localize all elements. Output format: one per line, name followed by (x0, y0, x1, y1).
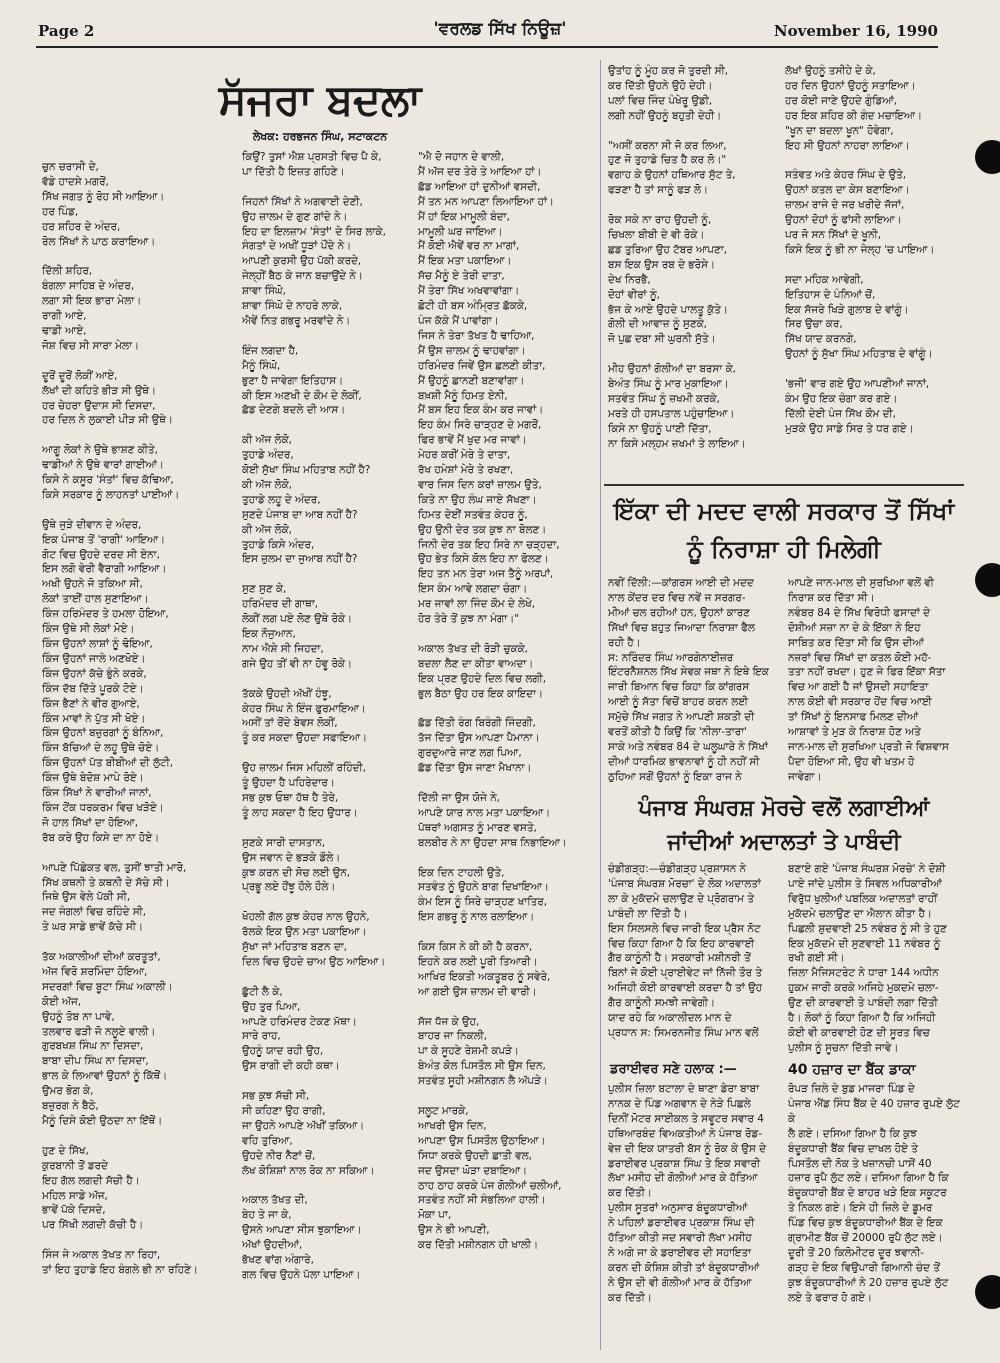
section-rule (604, 484, 964, 486)
article1-column-left: ਨਵੀਂ ਦਿੱਲੀ:—ਕਾਂਗਰਸ ਆਈ ਦੀ ਮਦਦ ਨਾਲ ਕੇਂਦਰ ਦਰ ਵਿਚ ਨਵੇਂ ਜ ਸਰਗਰ- ਮੀਆਂ ਚਲ ਰਹੀਆਂ ਹਨ, ਉਹਨਾਂ ਕਾਰਣ ਸਿੱਖਾਂ ਵਿਚ ਬਹੁਤ ਜਿਆਦਾ ਨਿਰਾਸ਼ਾ ਫੈਲ ਰਹੀ ਹੈ। ਸ: ਨਰਿੰਦਰ ਸਿੰਘ ਆਰਗੇਨਾਈਜ਼ਰ ਇੰਟਰਨੈਸ਼ਨਲ ਸਿੱਖ ਸੇਵਕ ਜਥਾ ਨੇ ਇਥੇ ਇਕ ਜਾਰੀ ਬਿਆਨ ਵਿਚ ਕਿਹਾ ਕਿ ਕਾਂਗਰਸ ਆਈ ਨੂੰ ਸੱਤਾ ਵਿਚੋਂ ਬਾਹਰ ਕਰਨ ਲਈ ਸਮੁੱਚੇ ਸਿੱਖ ਜਗਤ ਨੇ ਆਪਣੀ ਸ਼ਕਤੀ ਦੀ ਵਰਤੋਂ ਕੀਤੀ ਹੈ ਕਿਉਂ ਕਿ 'ਨੀਲਾ-ਤਾਰਾ' ਸਾਕੇ ਅਤੇ ਨਵੰਬਰ 84 ਦੇ ਘਲੂਘਾਰੇ ਨੇ ਸਿੱਖਾਂ ਦੀਆਂ ਧਾਰਮਿਕ ਭਾਵਨਾਵਾਂ ਨੂੰ ਹੀ ਨਹੀਂ ਸੀ ਠੁਹਿਆ ਸਗੋਂ ਉਹਨਾਂ ਨੂੰ ਇਕਾ ਰਾਜ ਨੇ (608, 577, 769, 783)
binder-hole-middle (975, 563, 1000, 597)
header-rule (36, 46, 938, 48)
poem-column-4: ਉਤਾਂਹ ਨੂੰ ਮੂੰਹ ਕਰ ਜੋ ਤੁਰਦੀ ਸੀ, ਕਰ ਦਿੱਤੀ ਉਹਨੇ ਉਹੋ ਦੇਹੀ। ਪਲਾਂ ਵਿਚ ਜਿੰਦ ਪੰਖੇਰੂ ਉਡੀ, ਲਗੀ ਨਹੀਂ ਉਹਨੂੰ ਬਹੁਤੀ ਦੇਹੀ। "ਅਸੀਂ ਕਰਨਾ ਸੀ ਜੋ ਕਰ ਲਿਆ, ਹੁਣ ਜੋ ਤੁਹਾਡੇ ਚਿਤ ਹੈ ਕਰ ਲੋ।" ਵਗਾਹ ਕੇ ਉਹਨਾਂ ਹਥਿਆਰ ਸੁੱਟ ਤੇ, ਫੜਣਾ ਹੈ ਤਾਂ ਸਾਨੂੰ ਫੜ ਲੋ। ਰੋਕ ਸਕੇ ਨਾ ਰਾਹ ਉਹਦੀ ਨੂੰ, ਚਿਖਲਾ ਬੀਬੀ ਦੇ ਵੀ ਰੋਕੇ। ਛਡ ਤੁਰਿਆ ਉਹ ਟੱਬਰ ਆਪਣਾ, ਬਸ ਇਕ ਉਸ ਰਬ ਦੇ ਭਰੋਸੇ। ਦੇਖ ਨਿਰਭੈ, ਦੋਹਾਂ ਵੀਰਾਂ ਨੂੰ, ਭੱਜ ਕੇ ਆਏ ਉਹਦੇ ਪਾਲਤੂ ਕੁੱਤੇ। ਗੋਲੀ ਦੀ ਆਵਾਜ਼ ਨੂੰ ਸੁਣਕੇ, ਜੋ ਪੁਛ ਦਬਾ ਸੀ ਘੁਰਨੀ ਸੁੱਤੇ। ਮੀਹ ਉਹਨਾਂ ਗੋਲੀਆਂ ਦਾ ਬਰਸਾ ਕੇ, ਬੇਅੰਤ ਸਿੰਘ ਨੂੰ ਮਾਰ ਮੁਕਾਇਆ। ਸਤਵੰਤ ਸਿੰਘ ਨੂੰ ਜ਼ਖਮੀ ਕਰਕੇ, ਮਰਤੇ ਹੀ ਹਸਪਤਾਲ ਪਹੁੰਚਾਇਆ। ਕਿਸੇ ਨਾ ਉਹਨੂੰ ਪਾਣੀ ਦਿੱਤਾ, ਨਾ ਕਿਸੇ ਮਲ੍ਹਮ ਜ਼ਖਮਾਂ ਤੇ ਲਾਇਆ। (608, 65, 746, 450)
article4-body: ਰੋਪੜ ਜ਼ਿਲੇ ਦੇ ਬੁਡ ਮਾਜਰਾ ਪਿੰਡ ਦੇ ਪੰਜਾਬ ਐਂਡ ਸਿੰਧ ਬੈਂਕ ਦੇ 40 ਹਜ਼ਾਰ ਰੁਪਏ ਲੁੱਟ ਕੇ ਲੈ ਗਏ। ਦਸਿਆ ਗਿਆ ਹੈ ਕਿ ਕੁਝ ਬੰਦੂਕਧਾਰੀ ਬੈਂਕ ਵਿਚ ਦਾਖਲ ਹੋਏ ਤੇ ਪਿਸਤੌਲ ਦੀ ਨੋਕ ਤੇ ਖਜ਼ਾਨਚੀ ਪਾਸੋਂ 40 ਹਜ਼ਾਰ ਰੁਪੈ ਲੁੱਟ ਲਏ। ਦਸਿਆ ਗਿਆ ਹੈ ਕਿ ਬੰਦੂਕਧਾਰੀ ਬੈਂਕ ਦੇ ਬਾਹਰ ਖੜੇ ਇਕ ਸਕੂਟਰ ਤੇ ਨਿਕਲ ਗਏ। ਇਸੇ ਹੀ ਜ਼ਿਲੇ ਦੇ ਡੂਮਰ ਪਿੰਡ ਵਿਚ ਕੁਝ ਬੰਦੂਕਧਾਰੀਆਂ ਬੈਂਕ ਦੇ ਇਕ ਗ੍ਰਾਮੀਣ ਬੈਂਕ ਚੋਂ 20000 ਰੁਪੈ ਲੁੱਟ ਲਏ। ਦੂਰੀ ਤੋਂ 20 ਕਿਲੋਮੀਟਰ ਦੂਰ ਝਵਾਨੀ- ਗੜ੍ਹ ਦੇ ਇਕ ਵਿਉਪਾਰੀ ਗਿਆਨੀ ਚੰਦ ਤੋਂ ਕੁਝ ਬੰਦੂਕਧਾਰੀਆਂ ਨੇ 20 ਹਜ਼ਾਰ ਰੁਪਏ ਲੁੱਟ ਲਏ ਤੇ ਫਰਾਰ ਹੋ ਗਏ। (788, 1083, 960, 1304)
poem-column-2: ਕਿਉਂ? ਤੁਸਾਂ ਐਸ਼ ਪ੍ਰਸਤੀ ਵਿਚ ਪੈ ਕੇ, ਪਾ ਦਿੱਤੀ ਹੈ ਇਜ਼ਤ ਗਹਿਣੇ। ਜਿਹਨਾਂ ਸਿੱਖਾਂ ਨੇ ਅਗਵਾਈ ਦੇਣੀ, ਉਹ ਜ਼ਾਲਮ ਦੇ ਗੁਣ ਗਾਂਦੇ ਨੇ। ਇਹ ਦਾ ਇਲਜ਼ਾਮ 'ਸੰਤਾਂ' ਦੇ ਸਿਰ ਲਾਕੇ, ਸੰਗਤਾਂ ਦੇ ਅਖੀਂ ਧੂੜਾਂ ਪੌਂਦੇ ਨੇ। ਆਪਣੀ ਕੁਰਸੀ ਉਹ ਪੱਕੀ ਕਰਦੇ, ਜੇਲ੍ਹੀਂ ਬੈਠ ਕੇ ਜਾਨ ਬਚਾਉਂਦੇ ਨੇ। ਸ਼ਾਵਾ ਸਿੰਘੋ, ਸ਼ਾਵਾ ਸਿੰਘੋ ਦੇ ਨਾਹਰੇ ਲਾਕੇ, ਐਵੇਂ ਨਿਤ ਗਭਰੂ ਮਰਵਾਂਦੇ ਨੇ। ਇੰਜ ਲਗਦਾ ਹੈ, ਮੈਨੂੰ ਸਿੰਘੋ, ਭੁਣਾ ਹੈ ਜਾਵੇਗਾ ਇਤਿਹਾਸ। ਕੀ ਇਸ ਅਣਖੀ ਦੇ ਕੌਮ ਦੇ ਲੋਕੀਂ, ਛੱਡ ਦੇਣਗੇ ਬਦਲੇ ਦੀ ਆਸ। ਕੀ ਅੱਜ ਲੋਕੋ, ਤੁਹਾਡੇ ਅੰਦਰ, ਕੋਈ ਸੁੱਖਾ ਸਿੰਘ ਮਹਿਤਾਬ ਨਹੀਂ ਹੈ? ਕੀ ਅੱਜ ਲੋਕੋ, ਤੁਹਾਡੇ ਲਹੂ ਦੇ ਅੰਦਰ, ਸੁਣਦੇ ਪੰਜਾਬ ਦਾ ਆਬ ਨਹੀਂ ਹੈ? ਕੀ ਅੱਜ ਲੋਕੋ, ਤੁਹਾਡੇ ਕਿਸੇ ਅੰਦਰ, ਇਸ ਜ਼ੁਲਮ ਦਾ ਜੁਆਬ ਨਹੀਂ ਹੈ? ਸੁਣ ਸੁਣ ਕੇ, ਹਰਿਮੰਦਰ ਦੀ ਗਾਥਾ, ਲੋਕੀਂ ਲਗ ਪਏ ਲੋਣ ਉਥੇ ਰੋਕੇ। ਇਕ ਨੌਜੁਆਨ, ਨਾਮ ਐਸ਼ੇ ਸੀ ਜਿਹਦਾ, ਗਜੇ ਉਹ ਤੀਂ ਵੀ ਨਾ ਹੋਵੂ ਰੋਕੇ। ਤੱਕਕੇ ਉਹਦੀ ਅੱਖੀਂ ਹੰਝੂ, ਕੇਹਰ ਸਿੰਘ ਨੇ ਇੰਜ ਫੁਰਮਾਇਆ। ਅਸੀਂ ਤਾਂ ਰੋਂਦੇ ਬੇਵਸ ਲੋਕੀਂ, ਤੂੰ ਕਰ ਸਕਦਾ ਉਹਦਾ ਸਫਾਇਆ। ਉਹ ਜ਼ਾਲਮ ਜਿਸ ਮਹਿਲੀਂ ਰਹਿੰਦੀ, ਤੂੰ ਉਹਦਾ ਹੈ ਪਹਿਰੇਦਾਰ। ਸਭ ਕੁਝ ਓਥਾ ਹੱਥ ਹੈ ਤੇਰੇ, ਤੂੰ ਲਾਹ ਸਕਦਾ ਹੈ ਇਹ ਉਧਾਰ। ਸੁਣਕੇ ਸਾਰੀ ਦਾਸਤਾਨ, ਉਸ ਜਵਾਨ ਦੇ ਭੜਕੇ ਡੌਲੇ। ਕੁਝ ਕਰਨ ਦੀ ਸੋਚ ਲਈ ਉਨ, ਪ੍ਰਭੂ ਲਏ ਹੌਂਝੂ ਹੌਲੇ ਹੌਲੇ। ਖੋਹਲੀ ਗੱਲ ਕੁਝ ਕੇਹਰ ਨਾਲ ਉਹਨੇ, ਰੱਲਕੇ ਇਕ ਉਨ ਮਤਾ ਪਕਾਇਆ। ਸੁੱਖਾ ਜਾਂ ਮਹਿਤਾਬ ਬਣਨ ਦਾ, ਦਿਲ ਵਿਚ ਉਹਦੇ ਚਾਅ ਉਠ ਆਇਆ। ਛੁੱਟੀ ਲੈ ਕੇ, ਉਹ ਤੁਰ ਪਿਆ, ਆਪਣੇ ਹਰਿਮੰਦਰ ਟੇਕਣ ਮੱਥਾ। ਸਾਰੇ ਰਾਹ, ਉਹਨੂੰ ਯਾਦ ਰਹੀ ਉਹ, ਉਸ ਰਾਗੀ ਦੀ ਕਹੀ ਕਥਾ। ਸਭ ਕੁਝ ਸੱਚੀ ਸੀ, ਸੀ ਕਹਿਣਾ ਉਹ ਰਾਗੀ, ਜਾ ਉਹਨੇ ਆਪਣੇ ਅੱਖੀਂ ਤਕਿਆ। ਵਹਿ ਤੁਰਿਆ, ਉਹਦੇ ਨੀਰ ਨੈਣਾਂ ਚੋਂ, ਲੱਖ ਕੋਸ਼ਿਸ਼ਾਂ ਨਾਲ ਰੋਕ ਨਾ ਸਕਿਆ। ਅਕਾਲ ਤੱਖਤ ਦੀ, ਬੇਹ ਤੇ ਜਾ ਕੇ, ਉਸਨੇ ਆਪਣਾ ਸੀਸ ਝੁਕਾਇਆ। ਅੱਖਾਂ ਉਹਦੀਆਂ, ਭੱਖਣ ਵਾਂਗ ਅੰਗਾਰੇ, ਗਲ ਵਿਚ ਉਹਨੇ ਪੱਲਾ ਪਾਇਆ। (242, 151, 386, 1281)
page-number: Page 2 (38, 22, 95, 40)
poem-column-1: ਚੁਨ ਚਰਾਸੀ ਦੇ, ਵੱਡੇ ਹਾਦਸੇ ਮਗਰੋਂ, ਸਿੱਖ ਜਗਤ ਨੂੰ ਰੋਹ ਸੀ ਆਇਆ। ਹਰ ਪਿੰਡ, ਹਰ ਸ਼ਹਿਰ ਦੇ ਅੰਦਰ, ਰੋਲ ਸਿੱਖਾਂ ਨੇ ਪਾਠ ਕਰਾਇਆ। ਦਿੱਲੀ ਸ਼ਹਿਰ, ਬੰਗਲਾ ਸਾਹਿਬ ਦੇ ਅੰਦਰ, ਲਗਾ ਸੀ ਇਕ ਭਾਰਾ ਮੇਲਾ। ਰਾਗੀ ਆਏ, ਢਾਡੀ ਆਏ, ਜੋਸ਼ ਵਿਚ ਸੀ ਸਾਰਾ ਮੇਲਾ। ਦੂਰੋਂ ਦੂਰੋਂ ਲੋਕੀਂ ਆਏ, ਲੱਖਾਂ ਦੀ ਕਹਿਤੇ ਭੀੜ ਸੀ ਉਥੇ। ਹਰ ਚੇਹਰਾ ਉਦਾਸ ਸੀ ਦਿਸਦਾ, ਹਰ ਦਿਲ ਨੇ ਲੁਕਾਈ ਪੀੜ ਸੀ ਉਥੇ। ਆਗੂ ਲੋਕਾਂ ਨੇ ਉਥੇ ਭਾਸ਼ਣ ਕੀਤੇ, ਢਾਡੀਆਂ ਨੇ ਉਥੇ ਵਾਰਾਂ ਗਾਈਆਂ। ਕਿਸੇ ਨੇ ਕਸੂਰ 'ਸੰਤਾਂ' ਵਿਚ ਕੱਢਿਆ, ਕਿਸੇ ਸਰਕਾਰ ਨੂੰ ਲਾਹਨਤਾਂ ਪਾਈਆਂ। ਉਥੇ ਜੁੜੇ ਦੀਵਾਨ ਦੇ ਅੰਦਰ, ਇਕ ਪੰਜਾਬ ਤੋਂ 'ਰਾਗੀ' ਆਇਆ। ਗੋਟ ਵਿਚ ਉਹਦੇ ਦਰਦ ਸੀ ਏਨਾ, ਇਸ ਲਗੋ ਵੇਰੀ ਵੈਰਾਗੀ ਆਇਆ। ਅਖੀ ਉਹਨੇ ਜੋ ਤਕਿਆ ਸੀ, ਲੋਕਾਂ ਤਾਈਂ ਹਾਲ ਸੁਣਾਇਆ। ਕਿੰਜ ਹਰਿਮੰਦਰ ਤੇ ਹਮਲਾ ਹੋਇਆ, ਕਿੰਜ ਉਥੇ ਸੀ ਲੋਕਾਂ ਮੋਏ। ਕਿੰਜ ਉਹਨਾਂ ਲਾਸ਼ਾਂ ਨੂੰ ਢੋਇਆ, ਕਿੰਜ ਉਹਨਾਂ ਜਾਲੇ ਅਣਖੋਏ। ਕਿੰਜ ਉਹਨਾਂ ਕੱਚੇ ਭੁੰਨੇ ਕਰਕੇ, ਕਿੰਜ ਦੱਬ ਦਿੱਤੇ ਪੂਰਕੇ ਟੋਏ। ਕਿੰਜ ਭੈਣਾਂ ਨੇ ਵੀਰ ਗੁਆਏ, ਕਿੰਜ ਮਾਵਾਂ ਨੇ ਪੁੱਤ ਸੀ ਖੋਏ। ਕਿੰਜ ਉਹਨਾਂ ਬਜ਼ੁਰਗਾਂ ਨੂੰ ਬੰਨਿਆ, ਕਿੰਜ ਬੱਚਿਆਂ ਦੇ ਲਹੂ ਉਥੇ ਚੋਏ। ਕਿੰਜ ਉਹਨਾਂ ਪੱਤ ਬੀਬੀਆਂ ਦੀ ਲੁੱਟੀ, ਕਿੰਜ ਉਥੇ ਬੇਦੋਸ਼ ਮਾਪੇ ਰੋਏ। ਕਿੰਜ ਸਿੱਖਾਂ ਨੇ ਵਾਰੀਆਂ ਜਾਨਾਂ, ਕਿੰਜ ਟੋਂਕ ਧਰਕਰਮ ਵਿਚ ਖੜੋਏ। ਜੋ ਹਾਲ ਸਿੱਖਾਂ ਦਾ ਹੋਇਆ, ਰੱਬ ਕਰੇ ਉਹ ਕਿਸੇ ਦਾ ਨਾ ਹੋਏ। ਆਪਣੇ ਪਿੱਛੇਕਤ ਵਲ, ਤੁਸੀਂ ਝਾਤੀ ਮਾਰੋ, ਸਿੱਖ ਕਥਨੀ ਤੇ ਕਥਨੀ ਦੇ ਸੱਚੇ ਸੀ। ਜਿਥੇ ਉਸ ਵੇਲੇ ਪੱਕੀ ਸੀ, ਜਦ ਜੰਗਲਾਂ ਵਿਚ ਰਹਿੰਦੇ ਸੀ, ਤੇ ਘਰ ਸਾਡੇ ਭਾਵੇਂ ਕੱਚੇ ਸੀ। ਤੱਕ ਅਕਾਲੀਆਂ ਦੀਆਂ ਕਰਤੂਤਾਂ, ਅੱਜ ਵਿਰੋ ਸ਼ਰਮਿੰਦਾ ਹੋਇਆ, ਸਦਰਗਾਂ ਵਿਚ ਬੂਟਾ ਸਿੰਘ ਅਕਾਲੀ। ਕੋਈ ਅੱਜ, ਉਹਨੂੰ ਤੋਬ ਨਾ ਪਾਵੇ, ਤਲਵਾਰ ਫੜੀ ਜੋ ਨਲੂਏ ਵਾਲੀ। ਗੁਰਬਖਸ਼ ਸਿੰਘ ਨਾ ਦਿਸਦਾ, ਬਾਬਾ ਦੀਪ ਸਿੰਘ ਨਾ ਦਿਸਦਾ, ਭਾਲ ਕੇ ਲਿਆਵਾਂ ਉਹਨਾਂ ਨੂੰ ਕਿੱਥੋਂ। ਉਮਰ ਭੋਗ ਕੇ, ਬਜ਼ੁਰਗ ਨੇ ਬੈਠੇ, ਮੈਨੂੰ ਦਿਸੇ ਕੋਈ ਉਠਦਾ ਨਾ ਇੱਥੋਂ। ਹੁਣ ਦੇ ਸਿੱਖ, ਕੁਰਬਾਨੀ ਤੋਂ ਡਰਦੇ ਇਹ ਗੱਲ ਲਗਦੀ ਸੱਚੀ ਹੈ। ਮਹਿਲ ਸਾਡੇ ਅੱਜ, ਭਾਵੇਂ ਪੱਕੇ ਦਿਸਦੇ, ਪਰ ਸਿੱਖੀ ਲਗਦੀ ਕੱਚੀ ਹੈ। ਸਿੰਜ ਜੇ ਅਕਾਲ ਤੱਖਤ ਨਾ ਰਿਹਾ, ਤਾਂ ਇਹ ਤੁਹਾਡੇ ਇਹ ਬੰਗਲੇ ਭੀ ਨਾ ਰਹਿਣੇ। (42, 161, 198, 1277)
poem-byline: ਲੇਖਕ: ਹਰਭਜਨ ਸਿੰਘ, ਸਟਾਕਟਨ (252, 130, 388, 143)
article3-body: ਪੁਲੀਸ ਜ਼ਿਲਾ ਬਟਾਲਾ ਦੇ ਥਾਣਾ ਡੇਰਾ ਬਾਬਾ ਨਾਨਕ ਦੇ ਪਿੰਡ ਅਗਵਾਨ ਦੇ ਨੇੜੇ ਪਿਛਲੇ ਦਿਨੀਂ ਮੋਟਰ ਸਾਈਕਲ ਤੇ ਸਵੂਟਰ ਸਵਾਰ 4 ਹਥਿਆਰਬੰਦ ਵਿਅਕਤੀਆਂ ਨੇ ਪੰਜਾਬ ਰੋਡ- ਵੇਜ਼ ਦੀ ਇਕ ਯਾਤਰੀ ਬੱਸ ਨੂੰ ਰੋਕ ਕੇ ਉਸ ਦੇ ਡਰਾਈਵਰ ਪ੍ਰਕਾਸ਼ ਸਿੰਘ ਤੇ ਇਕ ਸਵਾਰੀ ਲੱਖਾ ਮਸੀਹ ਦੀ ਗੋਲੀਆਂ ਮਾਰ ਕੇ ਹੱਤਿਆ ਕਰ ਦਿੱਤੀ। ਪੁਲੀਸ ਸੂਤਰਾਂ ਅਨੁਸਾਰ ਬੰਦੂਕਧਾਰੀਆਂ ਨੇ ਪਹਿਲਾਂ ਡਰਾਈਵਰ ਪ੍ਰਕਾਸ਼ ਸਿੰਘ ਦੀ ਹੱਤਿਆ ਕੀਤੀ ਜਦ ਸਵਾਰੀ ਲੱਖਾ ਮਸੀਹ ਨੇ ਅਗੇ ਜਾ ਕੇ ਡਰਾਈਵਰ ਦੀ ਸਹਾਇਤਾ ਕਰਨ ਦੀ ਕੋਸ਼ਿਸ਼ ਕੀਤੀ ਤਾਂ ਬੰਦੂਕਧਾਰੀਆਂ ਨੇ ਉਸ ਦੀ ਵੀ ਗੋਲੀਆਂ ਮਾਰ ਕੇ ਹੱਤਿਆ ਕਰ ਦਿੱਤੀ। (608, 1083, 767, 1304)
article4-subhead: 40 ਹਜ਼ਾਰ ਦਾ ਬੈਂਕ ਡਾਕਾ (788, 1062, 916, 1078)
issue-date: November 16, 1990 (773, 22, 938, 40)
article1-column-right: ਆਪਣੇ ਜਾਨ-ਮਾਲ ਦੀ ਸੁਰਖਿਆ ਵਲੋਂ ਵੀ ਨਿਰਾਸ਼ ਕਰ ਦਿੱਤਾ ਸੀ। ਨਵੰਬਰ 84 ਦੇ ਸਿੱਖ ਵਿਰੋਧੀ ਫਸਾਦਾਂ ਦੇ ਦੋਸ਼ੀਆਂ ਸਜ਼ਾ ਨਾ ਦੇ ਕੇ ਇੱਕਾ ਨੇ ਇਹ ਸਾਬਿਤ ਕਰ ਦਿੱਤਾ ਸੀ ਕਿ ਉਸ ਦੀਆਂ ਨਜ਼ਰਾਂ ਵਿਚ ਸਿੱਖਾਂ ਦਾ ਕਤਲ ਕੋਈ ਮਹੱ- ਤਤਾ ਨਹੀਂ ਰਖਦਾ। ਹੁਣ ਜੇ ਫਿਰ ਇੱਕਾ ਸੱਤਾ ਵਿਚ ਆ ਗਈ ਹੈ ਜਾਂ ਉਸਦੀ ਸਹਾਇਤਾ ਨਾਲ ਕੋਈ ਵੀ ਸਰਕਾਰ ਹੋਂਦ ਵਿਚ ਆਈ ਤਾਂ ਸਿੱਖਾਂ ਨੂੰ ਇਨਸਾਫ ਮਿਲਣ ਦੀਆਂ ਆਸ਼ਾਵਾਂ ਤੇ ਮੁੜ ਕੇ ਨਿਰਾਸ਼ ਹੋਣ ਅਤੇ ਜਾਨ-ਮਾਲ ਦੀ ਸੁਰਖਿਆ ਪ੍ਰਤੀ ਜੋ ਵਿਸ਼ਵਾਸ ਪੈਦਾ ਹੋਇਆ ਸੀ, ਉਹ ਵੀ ਖਤਮ ਹੋ ਜਾਵੇਗਾ। (788, 577, 949, 783)
poem-title: ਸੱਜਰਾ ਬਦਲਾ (218, 75, 422, 124)
poem-column-3: "ਐ ਦੋ ਜਹਾਨ ਦੇ ਵਾਲੀ, ਮੈਂ ਅੱਜ ਦਰ ਤੇਰੇ ਤੇ ਆਇਆ ਹਾਂ। ਛੱਡ ਆਇਆ ਹਾਂ ਦੁਨੀਆਂ ਵਸਦੀ, ਮੈਂ ਤਨ ਮਨ ਆਪਣਾ ਲਿਆਇਆ ਹਾਂ। ਮੈਂ ਹਾਂ ਇਕ ਮਾਮੂਲੀ ਬੰਦਾ, ਮਾਮੂਲੀ ਘਰ ਜਾਇਆ। ਮੈਂ ਕੋਈ ਐਵੇਂ ਵਰ ਨਾ ਮਾਗਾਂ, ਮੈਂ ਇਕ ਮਤਾ ਪਕਾਇਆ। ਸੱਚ ਮੈਨੂੰ ਏ ਤੇਰੀ ਦਾਤਾ, ਮੈਂ ਤੇਰਾ ਸਿੱਖ ਅਖਵਾਵਾਂਗਾ। ਛੋਟੀ ਹੀ ਬਸ ਅੰਮ੍ਰਿਤ ਛੱਕਕੇ, ਪੰਜ ਕੱਕੇ ਮੈਂ ਪਾਵਾਂਗਾ। ਜਿਸ ਨੇ ਤੇਰਾ ਤੱਖਤ ਹੈ ਢਾਹਿਆ, ਮੈਂ ਉਸ ਜ਼ਾਲਮ ਨੂੰ ਢਾਹਵਾਂਗਾ। ਹਰਿਮੰਦਰ ਜਿਵੇਂ ਉਸ ਛਲਣੀ ਕੀਤਾ, ਮੈਂ ਉਹਨੂੰ ਛਾਨਣੀ ਬਣਾਵਾਂਗਾ। ਬਖ਼ਸ਼ੀ ਮੈਨੂੰ ਹਿਮਤ ਏਨੀ, ਮੈਂ ਬਸ ਇਹ ਇਕ ਕੰਮ ਕਰ ਜਾਵਾਂ। ਇਹ ਕੰਮ ਸਿਰੇ ਚਾੜ੍ਹਣ ਦੇ ਮਗਰੋਂ, ਫਿਰ ਭਾਵੇਂ ਮੈਂ ਖੁਦ ਮਰ ਜਾਵਾਂ। ਮੇਹਰ ਕਰੀਂ ਮੇਰੇ ਤੇ ਦਾਤਾ, ਰੱਖ ਹਮੇਸ਼ਾਂ ਮੇਰੇ ਤੇ ਰਖਣਾ, ਵਾਰ ਜਿਸ ਦਿਨ ਕਰਾਂ ਜ਼ਾਲਮ ਉਤੇ, ਕਿਤੇ ਨਾ ਉਹ ਲੰਘ ਜਾਏ ਸੱਖਣਾ। ਹਿਮਤ ਦੇਈਂ ਸਤਵੰਤ ਕੇਹਰ ਨੂੰ, ਉਹ ਉਨੀ ਦੇਰ ਤਕ ਕੁਝ ਨਾ ਬੋਲਣ। ਜਿਨੀ ਦੇਰ ਤਕ ਇਹ ਸਿਰੇ ਨਾ ਚੜ੍ਹਦਾ, ਉਹ ਭੇਤ ਕਿਸੇ ਕੋਲ ਇਹ ਨਾ ਫੋਲਣ। ਇਹ ਤਨ ਮਨ ਤੇਰਾ ਅਜ ਤੈਨੂੰ ਅਰਪਾਂ, ਇਸ ਕੰਮ ਆਵੇ ਲਗਦਾ ਚੰਗਾ। ਮਰ ਜਾਵਾਂ ਲਾ ਜਿੰਦ ਕੌਮ ਦੇ ਲੇਖੇ, ਹੋਰ ਤੇਰੇ ਤੋਂ ਕੁਝ ਨਾ ਮੰਗਾ।" ਅਕਾਲ ਤੱਖਤ ਦੀ ਰੋੜੀ ਚੁਕਕੇ, ਬਦਲਾ ਲੈਣ ਦਾ ਕੀਤਾ ਵਾਅਦਾ। ਇਕ ਪ੍ਰਣ ਉਹਦੇ ਦਿਲ ਵਿਚ ਲਗੀ, ਭੁਲ ਬੈਠਾ ਉਹ ਹਰ ਇਕ ਕਾਇਦਾ। ਛੱਡ ਦਿੱਤੀ ਰੰਗ ਬਿਰੰਗੀ ਜਿੰਦਗੀ, ਤੱਜ ਦਿੱਤਾ ਉਸ ਆਪਣਾ ਪੈਮਾਨਾ। ਗੁਰਦੁਆਰੇ ਜਾਣ ਲਗ ਪਿਆ, ਛੱਡ ਦਿੱਤਾ ਉਸ ਜਾਣਾ ਮੈਖਾਨਾ। ਦਿੱਲੀ ਜਾ ਉਸ ਯੋਜੇ ਨੇ, ਆਪਣੇ ਯਾਰ ਨਾਲ ਮਤਾ ਪਕਾਇਆ। ਪੱਥਰਾਂ ਅਗਸਤ ਨੂੰ ਮਾਰਣ ਵਸਤੇ, ਬਲਬੀਰ ਨੇ ਨਾ ਉਹਦਾ ਸਾਥ ਨਿਭਾਇਆ। ਇਕ ਦਿਨ ਟਾਹਲੀ ਉਤੇ, ਸਤਵੰਤ ਨੂੰ ਉਹਨੇ ਬਾਗ ਦਿਖਾਇਆ। ਕੰਮ ਇਸ ਨੂੰ ਸਿਰੇ ਚਾੜ੍ਹਣ ਖਾਤਿਰ, ਇਸ ਗਭਰੂ ਨੂੰ ਨਾਲ ਰਲਾਇਆ। ਕਿਸ ਕਿਸ ਨੇ ਕੀ ਕੀ ਹੈ ਕਰਨਾ, ਇਹਨੇ ਕਰ ਲਈ ਪੂਰੀ ਤਿਆਰੀ। ਆਖਿਰ ਇਕਤੀ ਅਕਤੂਬਰ ਨੂੰ ਸਵੇਰੇ, ਆ ਗਈ ਉਸ ਜ਼ਾਲਮ ਦੀ ਵਾਰੀ। ਸੱਜ ਧੱਜ ਕੇ ਉਹ, ਬਾਹਰ ਜਾ ਨਿਕਲੀ, ਪਾ ਕੇ ਸੂਹਣੇ ਰੇਸ਼ਮੀ ਕਪੜੇ। ਬੇਅੰਤ ਕੋਲ ਪਿਸਤੌਲ ਸੀ ਉਸ ਦਿਨ, ਸਤਵੰਤ ਸੂਹੀ ਮਸ਼ੀਨਗਨ ਲੈ ਅੱਪੜੇ। ਸਲੂਟ ਮਾਰਕੇ, ਆਖਰੀ ਉਸ ਦਿਨ, ਆਪਣਾ ਉਸ ਪਿਸਤੌਲ ਉਠਾਇਆ। ਸਿਧਾ ਕਰਕੇ ਉਹਦੀ ਛਾਤੀ ਵਲ, ਜਦ ਉਸਦਾ ਘੋੜਾ ਦਬਾਇਆ। ਠਾਹ ਠਾਹ ਕਰਕੇ ਪੰਜ ਗੋਲੀਆਂ ਚਲੀਆਂ, ਸਤਵੰਤ ਨਹੀਂ ਸੀ ਸੰਭਲਿਆ ਹਾਲੀ। ਮੋਕਾ ਪਾ, ਉਸ ਨੇ ਭੀ ਆਪਣੀ, ਕਰ ਦਿੱਤੀ ਮਸ਼ੀਨਗਨ ਹੀ ਖਾਲੀ। (418, 151, 567, 1252)
article2-column-right: ਬਣਾਏ ਗਏ 'ਪੰਜਾਬ ਸੰਘਰਸ਼ ਮੋਰਚੇ' ਨੇ ਦੋਸ਼ੀ ਪਾਏ ਜਾਂਦੇ ਪੁਲੀਸ ਤੇ ਸਿਵਲ ਅਧਿਕਾਰੀਆਂ ਵਿਰੁੱਧ ਖੁਲੀਆਂ ਪਬਲਿਕ ਅਦਾਲਤਾਂ ਰਾਹੀਂ ਮੁਕੱਦਮੇ ਚਲਾਉਣ ਦਾ ਐਲਾਨ ਕੀਤਾ ਹੈ। ਪਿਛਲੀ ਸ਼ੁਦਵਾਈ 25 ਨਵੰਬਰ ਨੂੰ ਸੀ ਤੇ ਹੁਣ ਇਕ ਮੁਕੱਦਮੇ ਦੀ ਸੁਣਵਾਈ 11 ਨਵੰਬਰ ਨੂੰ ਰਖੀ ਗਈ ਸੀ। ਜ਼ਿਲਾ ਮੈਜਿਸਟਰੇਟ ਨੇ ਧਾਰਾ 144 ਅਧੀਨ ਹੁਕਮ ਜਾਰੀ ਕਰਕੇ ਅਜਿਹੇ ਮੁਕਦਮੇ ਚਲਾ- ਉਣ ਦੀ ਕਾਰਵਾਈ ਤੇ ਪਾਬੰਦੀ ਲਗਾ ਦਿੱਤੀ ਹੈ। ਲੋਕਾਂ ਨੂੰ ਕਿਹਾ ਗਿਆ ਹੈ ਕਿ ਅਜਿਹੀ ਕੋਈ ਵੀ ਕਾਰਵਾਈ ਹੋਣ ਦੀ ਸੂਰਤ ਵਿਚ ਪੁਲੀਸ ਨੂੰ ਸੂਚਨਾ ਦਿੱਤੀ ਜਾਵੇ। (788, 863, 947, 1054)
article2-headline: ਪੰਜਾਬ ਸੰਘਰਸ਼ ਮੋਰਚੇ ਵਲੋਂ ਲਗਾਈਆਂ ਜਾਂਦੀਆਂ ਅਦਾਲਤਾਂ ਤੇ ਪਾਬੰਦੀ (638, 796, 930, 855)
article3-subhead: ਡਰਾਈਵਰ ਸਣੇ ਹਲਾਕ :— (610, 1062, 737, 1077)
poem-column-5: ਲੱਖਾਂ ਉਹਨੂੰ ਤਸੀਹੇ ਦੇ ਕੇ, ਹਰ ਦਿਨ ਉਹਨਾਂ ਉਹਨੂੰ ਸਤਾਇਆ। ਹਰ ਕੋਈ ਜਾਣੇ ਉਹਦੇ ਗੁੰਡਿਆਂ, ਹਰ ਇਕ ਸ਼ਹਿਰ ਕੀ ਗੰਦ ਮਚਾਇਆ। "ਖੂਨ ਦਾ ਬਦਲਾ ਖੂਨ" ਹੋਵੇਗਾ, ਇਹ ਸੀ ਉਹਨਾਂ ਨਾਹਰਾ ਲਾਇਆ। ਸਤੰਵਤ ਅਤੇ ਕੇਹਰ ਸਿੰਘ ਦੇ ਉਤੇ, ਉਹਨਾਂ ਕਤਲ ਦਾ ਕੇਸ ਬਣਾਇਆ। ਜ਼ਾਲਮ ਰਾਜੇ ਦੇ ਜਰ ਖਰੀਦੇ ਜੱਜਾਂ, ਉਹਨਾਂ ਦੋਹਾਂ ਨੂੰ ਫਾਂਸੀ ਲਾਇਆ। ਪਰ ਜੋ ਸਨ ਸਿੱਖਾਂ ਦੇ ਖੂਨੀ, ਕਿਸੇ ਇਕ ਨੂੰ ਭੀ ਨਾ ਜੇਲ੍ਹ 'ਚ ਪਾਇਆ। ਸਦਾ ਮਹਿਕ ਆਵੇਗੀ, ਇਤਿਹਾਸ ਦੇ ਪੰਨਿਆਂ ਚੋਂ, ਇਕ ਸੱਜਰੇ ਖਿੜੇ ਗੁਲਾਬ ਦੇ ਵਾਂਗੂੰ। ਸਿਰ ਉਚਾ ਕਰ, ਸਿੱਖ ਯਾਦ ਕਰਨਗੇ, ਉਹਨਾਂ ਨੂੰ ਸੁੱਖਾ ਸਿੰਘ ਮਹਿਤਾਬ ਦੇ ਵਾਂਗੂੰ। 'ਭਜੀ' ਵਾਰ ਗਏ ਉਹ ਆਪਣੀਆਂ ਜਾਨਾਂ, ਕੰਮ ਉਹ ਇਕ ਚੰਗਾ ਕਰ ਗਏ। ਦਿੱਲੀ ਦੇਈ ਪੰਜ ਸਿੱਖ ਕੌਮ ਦੀ, ਮੁੜਕੇ ਉਹ ਸਾਡੇ ਸਿਰ ਤੇ ਧਰ ਗਏ। (785, 65, 935, 435)
binder-hole-bottom (975, 1275, 1000, 1309)
column-divider (600, 60, 601, 1350)
article1-headline: ਇੱਕਾ ਦੀ ਮਦਦ ਵਾਲੀ ਸਰਕਾਰ ਤੋਂ ਸਿੱਖਾਂ ਨੂੰ ਨਿਰਾਸ਼ਾ ਹੀ ਮਿਲੇਗੀ (613, 497, 955, 563)
masthead: 'ਵਰਲਡ ਸਿੱਖ ਨਿਊਜ਼' (433, 19, 567, 39)
article2-column-left: ਚੰਡੀਗੜ੍ਹ:—ਚੰਡੀਗੜ੍ਹ ਪ੍ਰਸ਼ਾਸਨ ਨੇ 'ਪੰਜਾਬ ਸੰਘਰਸ਼ ਮੋਰਚਾ' ਦੇ ਲੋਕ ਅਦਾਲਤਾਂ ਲਾ ਕੇ ਮੁਕੱਦਮੇ ਚਲਾਉਣ ਦੇ ਪ੍ਰੋਗਰਾਮ ਤੇ ਪਾਬੰਦੀ ਲਾ ਦਿੱਤੀ ਹੈ। ਇਸ ਸਿਲਸਲੇ ਵਿਚ ਜਾਰੀ ਇਕ ਪ੍ਰੈਸ ਨੋਟ ਵਿਚ ਕਿਹਾ ਗਿਆ ਹੈ ਕਿ ਇਹ ਕਾਰਵਾਈ ਗੈਰ ਕਾਨੂੰਨੀ ਹੈ। ਸਰਕਾਰੀ ਮਸ਼ੀਨਰੀ ਤੋਂ ਬਿਨਾਂ ਜੇ ਕੋਈ ਪ੍ਰਾਈਵੇਟ ਜਾਂ ਨਿੱਜੀ ਤੌਰ ਤੇ ਅਜਿਹੀ ਕੋਈ ਕਾਰਵਾਈ ਕਰਦਾ ਹੈ ਤਾਂ ਉਹ ਗੈਰ ਕਾਨੂੰਨੀ ਸਮਝੀ ਜਾਵੇਗੀ। ਯਾਦ ਰਹੇ ਕਿ ਅਕਾਲੀਦਲ ਮਾਨ ਦੇ ਪ੍ਰਧਾਨ ਸ: ਸਿਮਰਨਜੀਤ ਸਿੰਘ ਮਾਨ ਵਲੋਂ (608, 863, 763, 1039)
binder-hole-top (975, 140, 1000, 174)
